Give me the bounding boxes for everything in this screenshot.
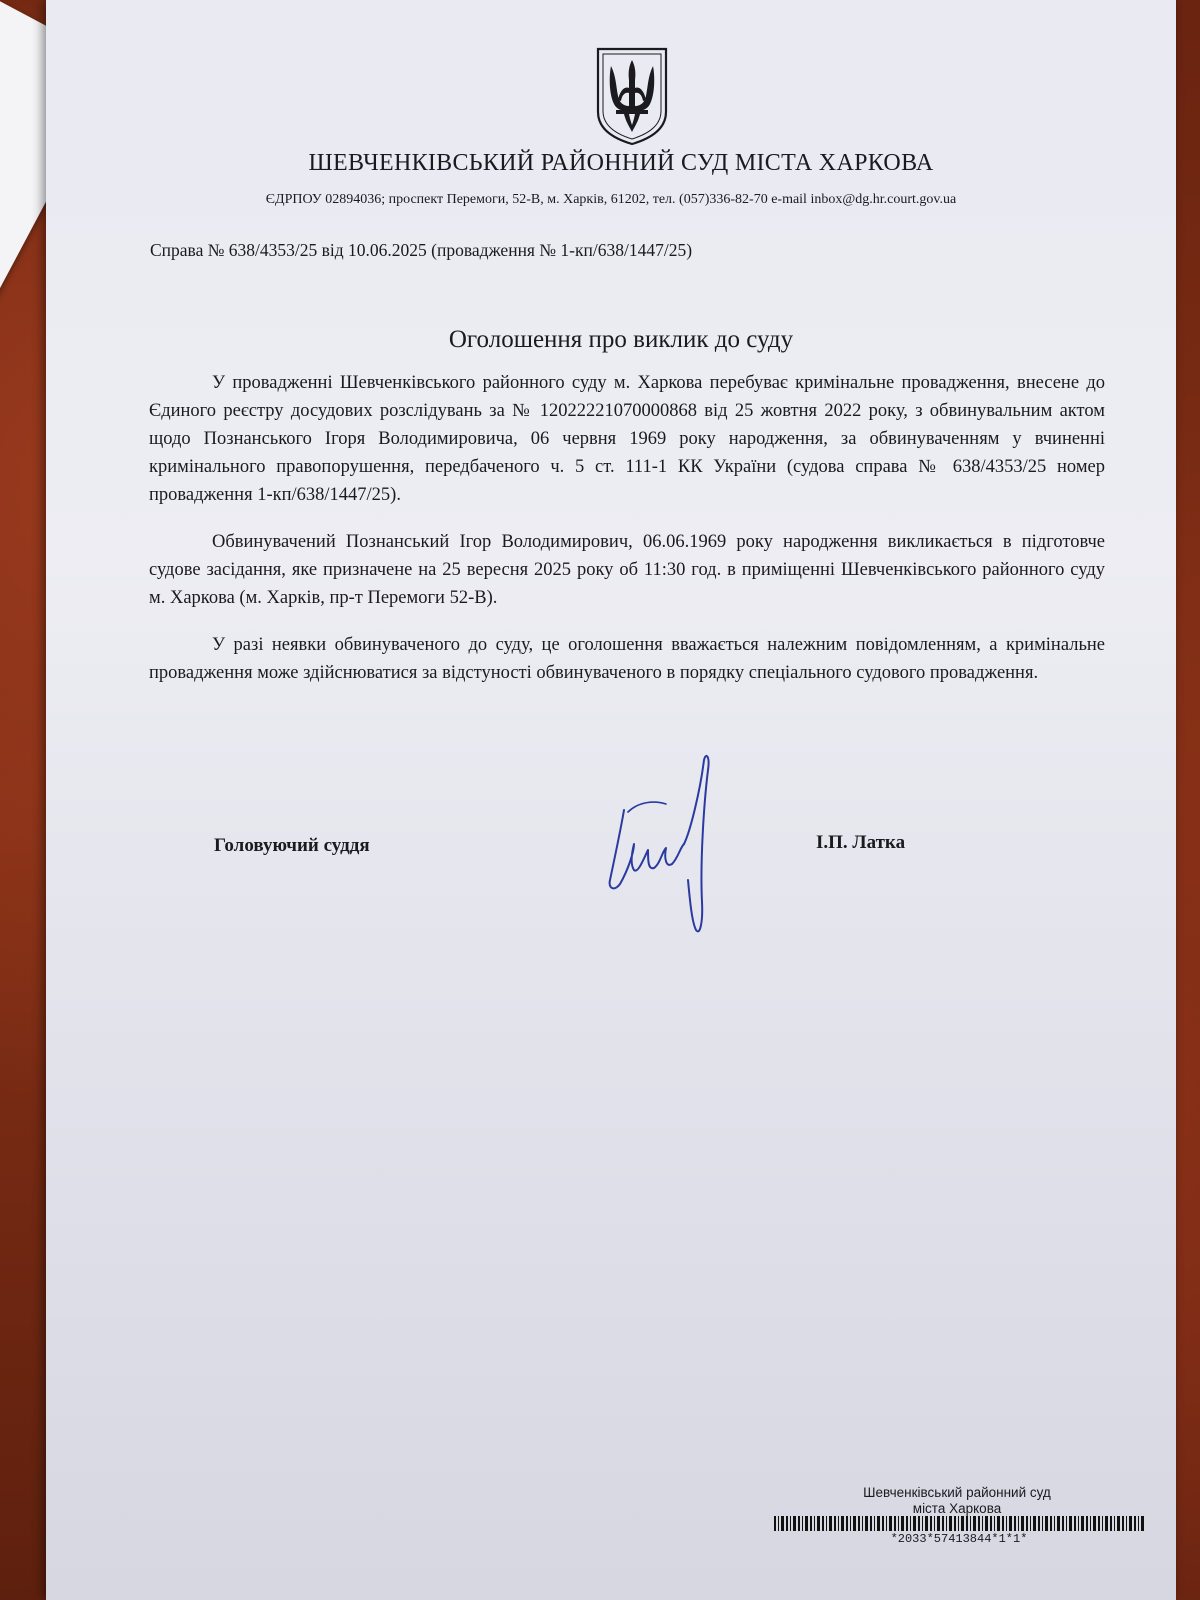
court-registration-stamp [832, 1485, 1082, 1517]
handwritten-signature [602, 752, 722, 942]
barcode-number: *2033*57413844*1*1* [890, 1532, 1028, 1546]
body-paragraph: Обвинувачений Познанський Ігор Володимирович, 06.06.1969 року народження викликається в підготовче судове засідання, яке призначене на 25 вересня 2025 року об 11:30 год. в приміщенні Шевченківського районного суду м. Харкова (м. Харків, пр-т Перемоги 52-В). [149, 532, 1105, 608]
trident-coat-of-arms-icon [594, 46, 670, 146]
case-number-line: Справа № 638/4353/25 від 10.06.2025 (провадження № 1-кп/638/1447/25) [150, 240, 693, 260]
document-sheet [46, 0, 1176, 1600]
court-name-heading: ШЕВЧЕНКІВСЬКИЙ РАЙОННИЙ СУД МІСТА ХАРКОВА [308, 150, 934, 176]
judge-name: І.П. Латка [816, 832, 906, 853]
stamp-court-line-1: Шевченківський районний суд [863, 1485, 1051, 1500]
stamp-court-line-2: міста Харкова [912, 1501, 1002, 1516]
document-body [149, 369, 1105, 706]
court-requisites: ЄДРПОУ 02894036; проспект Перемоги, 52-В, м. Харків, 61202, тел. (057)336-82-70 e-mail inbox@dg.hr.court.gov.ua [265, 192, 957, 207]
judge-role-label: Головуючий суддя [214, 835, 370, 856]
barcode [774, 1516, 1144, 1531]
document-title: Оголошення про виклик до суду [448, 326, 794, 353]
document-content [46, 0, 1176, 1600]
body-paragraph: У разі неявки обвинуваченого до суду, це оголошення вважається належним повідомленням, а кримінальне провадження може здійснюватися за відстуності обвинуваченого в порядку спеціального судового провадження. [149, 635, 1105, 683]
body-paragraph: У провадженні Шевченківського районного суду м. Харкова перебуває кримінальне провадження, внесене до Єдиного реєстру досудових розслідувань за № 12022221070000868 від 25 жовтня 2022 року, з обвинувальним актом щодо Познанського Ігоря Володимировича, 06 червня 1969 року народження, за обвинуваченням у вчиненні кримінального правопорушення, передбаченого ч. 5 ст. 111-1 КК України (судова справа № 638/4353/25 номер провадження 1-кп/638/1447/25). [149, 373, 1105, 505]
